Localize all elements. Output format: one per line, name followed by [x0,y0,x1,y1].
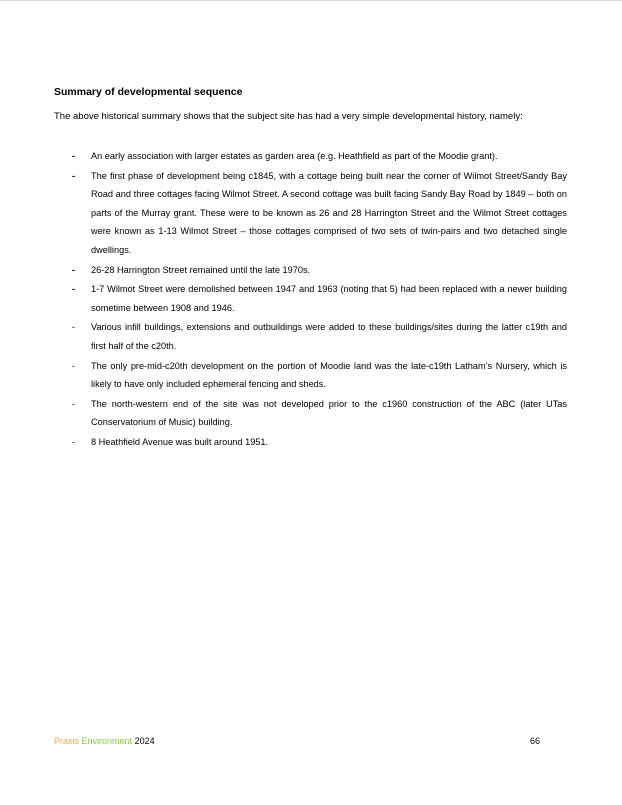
list-item [54,318,567,355]
list-item-text: The only pre-mid-c20th development on the portion of Moodie land was the late-c19th Latham’s Nursery, which is likely to have only included ephemeral fencing and sheds. [91,360,567,390]
list-item [54,280,567,317]
list-item-text: 8 Heathfield Avenue was built around 1951. [91,436,269,447]
dash-bullet: - [72,151,76,161]
dash-bullet: - [72,322,75,333]
list-item-text: 1-7 Wilmot Street were demolished between 1947 and 1963 (noting that 5) had been replaced with a newer building sometime between 1908 and 1946. [91,284,567,313]
dash-bullet: - [72,436,75,447]
footer-year: 2024 [134,736,155,746]
list-item-text: The first phase of development being c1845, with a cottage being built near the corner of Wilmot Street/Sandy Bay Road and three cottages facing Wilmot Street. A second cottage was built facing Sandy Bay Road by 1849 – both on parts of the Murray grant. These were to be known as 26 and 28 Harrington Street and the Wilmot Street cottages were known as 1-13 Wilmot Street – those cottages comprised of two sets of twin-pairs and two detached single dwellings. [91,170,567,255]
dash-bullet: - [72,398,75,409]
footer-brand [54,736,155,746]
footer-brand-praxis: Praxis [54,736,80,746]
dash-bullet: - [72,264,76,275]
list-item [54,167,567,260]
intro-paragraph: The above historical summary shows that the subject site has had a very simple developmental history, namely: [54,111,523,122]
dash-bullet: - [72,360,75,371]
list-item-text: An early association with larger estates as garden area (e.g. Heathfield as part of the Moodie grant). [91,151,498,161]
list-item-text: The north-western end of the site was not developed prior to the c1960 construction of the ABC (later UTas Conservatorium of Music) building. [91,398,567,428]
page-number: 66 [530,736,541,746]
list-item [54,147,567,166]
dash-bullet: - [72,284,76,295]
development-sequence-list [54,147,567,453]
list-item [54,395,567,432]
list-item-text: Various infill buildings, extensions and outbuildings were added to these buildings/sites during the latter c19th and first half of the c20th. [91,322,567,351]
list-item [54,433,567,452]
list-item [54,261,567,280]
list-item-text: 26-28 Harrington Street remained until the late 1970s. [91,264,311,275]
dash-bullet: - [72,170,76,181]
footer-brand-environment: Environment [81,736,133,746]
section-heading: Summary of developmental sequence [54,86,243,98]
list-item [54,357,567,394]
